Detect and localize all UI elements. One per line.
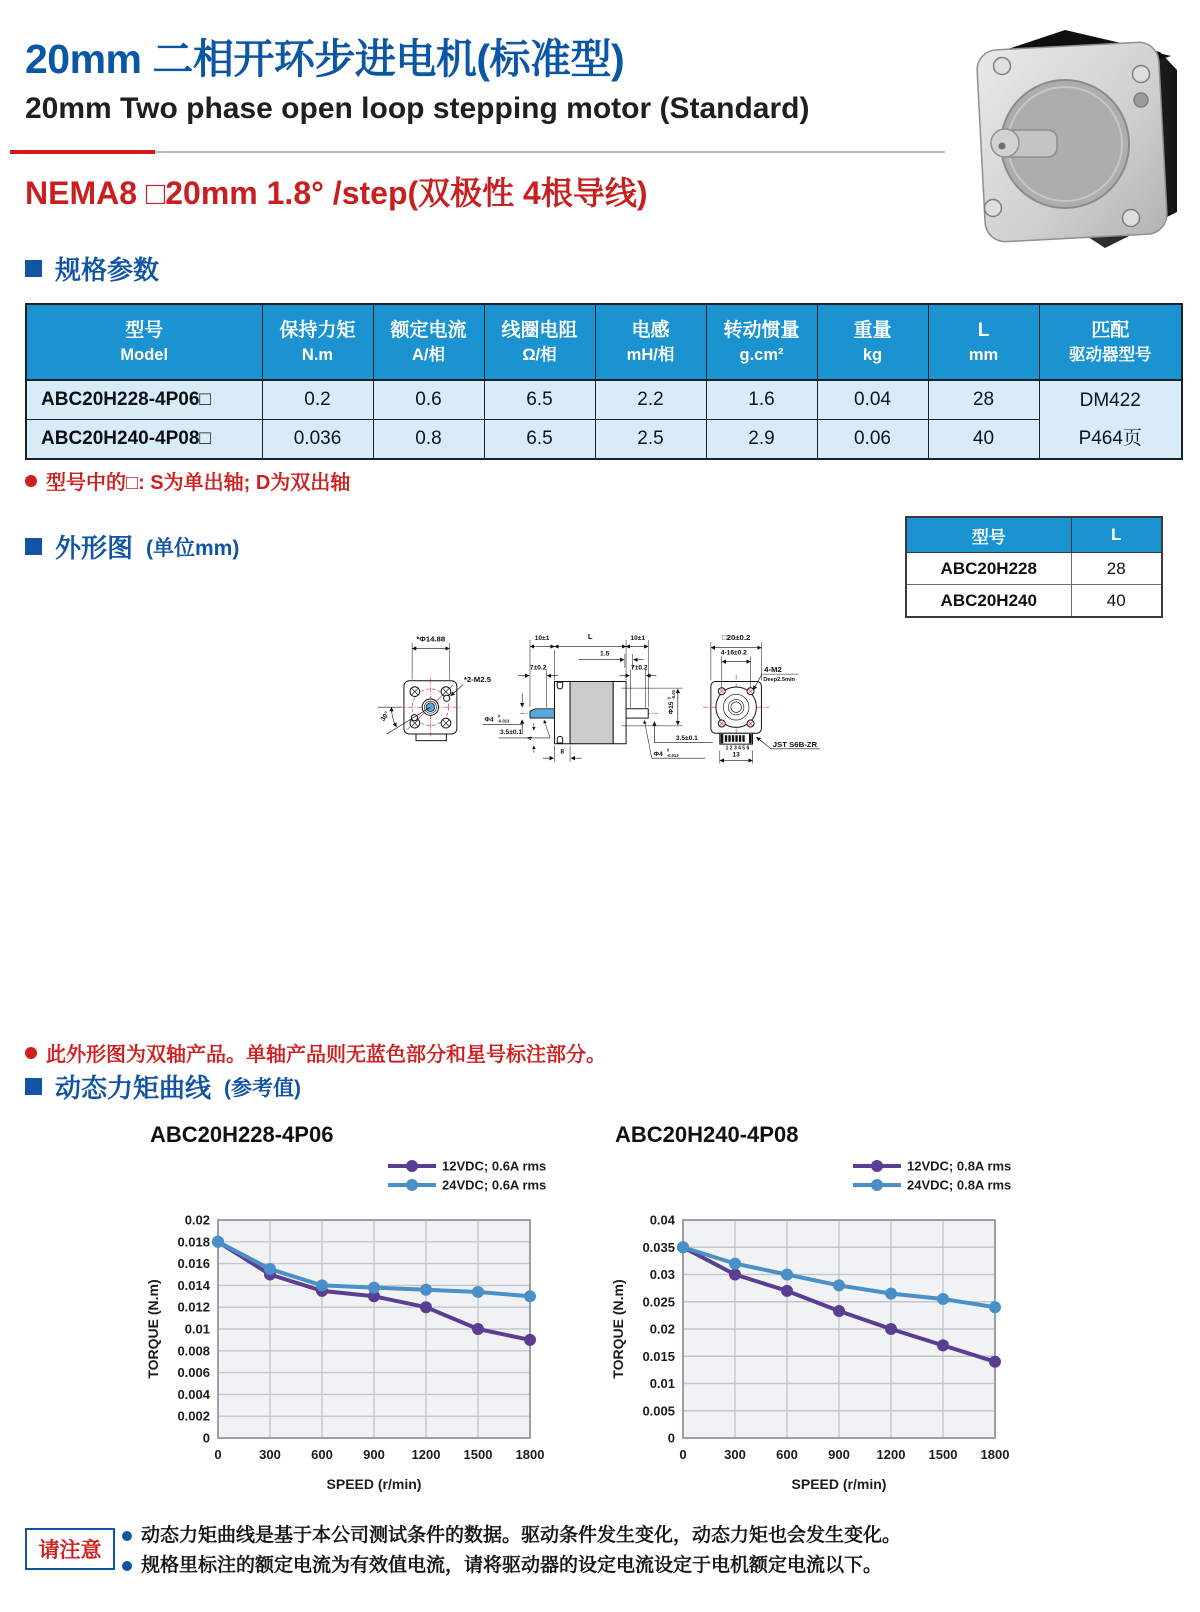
col-header-model: 型号: [906, 517, 1071, 553]
col-header-inductance: 电感 mH/相: [595, 304, 706, 380]
side-body: [570, 682, 613, 744]
footer-note-text: 规格里标注的额定电流为有效值电流，请将驱动器的设定电流设定于电机额定电流以下。: [141, 1555, 883, 1576]
dim-rear-gap: 1.5: [600, 650, 610, 658]
length-row-2: [906, 585, 1162, 618]
dim-shaft-diameter-right: [654, 748, 680, 758]
cell-value: 0.8: [373, 420, 484, 460]
dim-front-diameter: *Φ14.88: [416, 634, 446, 644]
cell-value: 0.2: [262, 380, 373, 420]
svg-text:1200: 1200: [411, 1447, 441, 1462]
col-header-holding-torque: 保持力矩 N.m: [262, 304, 373, 380]
svg-text:-0.03: -0.03: [671, 690, 677, 700]
bullet-icon: [25, 1047, 37, 1059]
section-square-icon: [25, 538, 42, 555]
svg-text:600: 600: [311, 1447, 333, 1462]
torque-chart-1-plot: [140, 1150, 595, 1503]
connector-type: JST S6B-ZR: [772, 740, 818, 750]
spec-row-2: [26, 420, 1182, 460]
cell-value: 2.5: [595, 420, 706, 460]
svg-text:Φ4: Φ4: [484, 716, 494, 724]
divider-red: [10, 150, 155, 154]
cell-value: 28: [928, 380, 1039, 420]
svg-text:0.015: 0.015: [642, 1348, 675, 1364]
cell-model: ABC20H240: [906, 585, 1071, 618]
cell-value: 0.036: [262, 420, 373, 460]
svg-text:0: 0: [667, 1430, 675, 1446]
bullet-icon: [25, 475, 37, 487]
spec-row-1: [26, 380, 1182, 420]
chart-title: ABC20H228-4P06: [150, 1122, 334, 1147]
cell-value: 6.5: [484, 380, 595, 420]
cell-model: ABC20H228-4P06□: [26, 380, 262, 420]
dim-body-length: L: [587, 632, 593, 642]
svg-text:1800: 1800: [515, 1447, 545, 1462]
chart-title: ABC20H240-4P08: [615, 1122, 799, 1147]
col-header-inertia: 转动惯量 g.cm²: [706, 304, 817, 380]
col-header-resistance: 线圈电阻 Ω/相: [484, 304, 595, 380]
svg-text:900: 900: [363, 1447, 385, 1462]
svg-text:0.025: 0.025: [642, 1294, 675, 1310]
torque-chart-2-plot: [605, 1150, 1060, 1503]
svg-text:Φ4: Φ4: [653, 750, 663, 758]
svg-text:0.03: 0.03: [649, 1267, 675, 1282]
svg-text:4: 4: [526, 736, 534, 741]
svg-text:0.02: 0.02: [649, 1321, 675, 1337]
svg-text:600: 600: [776, 1447, 798, 1462]
svg-text:0.016: 0.016: [177, 1256, 210, 1272]
cell-driver: DM422 P464页: [1039, 380, 1182, 459]
page-title: 20mm 二相开环步进电机(标准型): [25, 36, 625, 82]
col-header-L: L: [1071, 517, 1162, 553]
cell-value: 40: [928, 420, 1039, 460]
col-header-rated-current: 额定电流 A/相: [373, 304, 484, 380]
spec-note-text: 型号中的□: S为单出轴; D为双出轴: [46, 472, 351, 494]
svg-text:0: 0: [679, 1447, 687, 1462]
dim-shaft-length: 10±1: [630, 634, 646, 642]
svg-text:TORQUE (N.m): TORQUE (N.m): [145, 1279, 161, 1379]
outline-drawing: [0, 622, 1200, 1018]
svg-text:1200: 1200: [876, 1447, 906, 1462]
length-table-header: [906, 517, 1162, 553]
svg-text:0.01: 0.01: [184, 1321, 210, 1337]
svg-text:0.01: 0.01: [649, 1376, 675, 1391]
dim-step: [527, 736, 534, 740]
cell-value: 2.9: [706, 420, 817, 460]
svg-text:SPEED (r/min): SPEED (r/min): [791, 1476, 887, 1492]
motor-shaft-end: [991, 129, 1019, 157]
torque-chart-1: [140, 1122, 595, 1503]
chart-svg: [605, 1150, 1060, 1498]
bullet-icon: [122, 1531, 132, 1541]
cell-model: ABC20H240-4P08□: [26, 420, 262, 460]
divider-gray: [155, 151, 945, 153]
section-square-icon: [25, 1078, 42, 1095]
svg-text:0.04: 0.04: [649, 1212, 675, 1228]
spec-header-row: [26, 304, 1182, 380]
svg-text:0: 0: [666, 697, 672, 700]
dim-tap-depth: Deep2.5min: [763, 677, 795, 684]
attention-badge-text: 请注意: [38, 1539, 102, 1562]
cell-value: 1.6: [706, 380, 817, 420]
torque-section-unit: (参考值): [224, 1076, 302, 1100]
footer-note-2: [122, 1551, 901, 1581]
section-square-icon: [25, 260, 42, 277]
svg-text:-0.013: -0.013: [666, 752, 679, 758]
svg-text:0.02: 0.02: [184, 1212, 210, 1228]
svg-text:0.018: 0.018: [177, 1234, 210, 1250]
side-view: [483, 632, 713, 762]
svg-text:12VDC; 0.6A rms: 12VDC; 0.6A rms: [442, 1158, 547, 1174]
svg-text:0.012: 0.012: [177, 1299, 210, 1315]
col-header-driver: 匹配 驱动器型号: [1039, 304, 1182, 380]
svg-text:TORQUE (N.m): TORQUE (N.m): [610, 1279, 626, 1379]
attention-badge: [25, 1528, 115, 1570]
footer-note-1: [122, 1521, 901, 1551]
page-subtitle: 20mm Two phase open loop stepping motor (Standard): [25, 92, 810, 125]
specs-section-header: [25, 250, 159, 287]
dim-front-screws: *2-M2.5: [463, 674, 492, 684]
svg-text:24VDC; 0.6A rms: 24VDC; 0.6A rms: [442, 1177, 547, 1193]
length-row-1: [906, 553, 1162, 585]
svg-text:900: 900: [828, 1447, 850, 1462]
svg-text:300: 300: [259, 1447, 281, 1462]
front-shaft-blue: [426, 703, 435, 712]
dim-front-angle: 30°: [379, 710, 392, 723]
specs-section-title: 规格参数: [55, 255, 160, 285]
col-header-length: L mm: [928, 304, 1039, 380]
torque-section-header: [25, 1068, 301, 1105]
torque-section-title: 动态力矩曲线: [55, 1073, 212, 1103]
svg-text:0: 0: [666, 747, 670, 753]
dim-square-size: □20±0.2: [721, 632, 751, 642]
bullet-icon: [122, 1561, 132, 1571]
dim-front-length: 8: [560, 748, 565, 756]
footer-notes: [122, 1521, 901, 1581]
rear-view: [703, 633, 820, 764]
outline-note: [25, 1038, 606, 1067]
svg-text:0.004: 0.004: [177, 1386, 210, 1402]
dim-shaft-diameter-left: [484, 713, 510, 723]
svg-text:0: 0: [202, 1430, 210, 1446]
svg-text:0.008: 0.008: [177, 1343, 210, 1359]
svg-text:0.035: 0.035: [642, 1239, 675, 1255]
dim-shaft-length: 10±1: [534, 634, 550, 642]
outline-note-text: 此外形图为双轴产品。单轴产品则无蓝色部分和星号标注部分。: [46, 1044, 606, 1066]
dim-tap: 4-M2: [764, 664, 782, 674]
svg-text:Φ15: Φ15: [668, 701, 676, 715]
svg-text:0.002: 0.002: [177, 1408, 210, 1424]
outline-section-title: 外形图: [55, 533, 134, 563]
front-view: [377, 634, 494, 740]
side-front-shaft-blue: [530, 709, 555, 718]
spec-table: [25, 303, 1183, 460]
cell-value: 0.04: [817, 380, 928, 420]
svg-text:0.014: 0.014: [177, 1277, 210, 1293]
torque-chart-2: [605, 1122, 1060, 1503]
outline-section-unit: (单位mm): [146, 536, 240, 560]
cell-L: 40: [1071, 585, 1162, 618]
svg-text:SPEED (r/min): SPEED (r/min): [326, 1476, 422, 1492]
svg-text:24VDC; 0.8A rms: 24VDC; 0.8A rms: [907, 1177, 1012, 1193]
dim-flat-length: 7±0.2: [529, 664, 547, 672]
dim-connector-width: 13: [732, 751, 740, 759]
motor-spec-line: NEMA8 □20mm 1.8° /step(双极性 4根导线): [25, 175, 648, 211]
svg-text:1800: 1800: [980, 1447, 1010, 1462]
svg-text:12VDC; 0.8A rms: 12VDC; 0.8A rms: [907, 1158, 1012, 1174]
dim-screw-pitch: 4-16±0.2: [720, 649, 747, 657]
footer-note-text: 动态力矩曲线是基于本公司测试条件的数据。驱动条件发生变化，动态力矩也会发生变化。: [141, 1525, 902, 1546]
col-header-weight: 重量 kg: [817, 304, 928, 380]
cell-value: 6.5: [484, 420, 595, 460]
outline-section-header: [25, 528, 239, 565]
svg-text:300: 300: [724, 1447, 746, 1462]
cell-model: ABC20H228: [906, 553, 1071, 585]
chart-svg: [140, 1150, 595, 1498]
cell-value: 0.06: [817, 420, 928, 460]
svg-text:0.005: 0.005: [642, 1403, 675, 1419]
cell-L: 28: [1071, 553, 1162, 585]
svg-text:-0.013: -0.013: [497, 718, 510, 724]
spec-note: [25, 466, 350, 495]
dim-flat-length: 7±0.2: [631, 664, 648, 672]
pin-numbers: 123456: [725, 745, 751, 752]
length-table: [905, 516, 1163, 618]
col-header-model: 型号 Model: [26, 304, 262, 380]
cell-value: 2.2: [595, 380, 706, 420]
dim-flat-depth: 3.5±0.1: [500, 729, 523, 737]
motor-shaft-hole: [999, 143, 1006, 150]
svg-text:0: 0: [497, 713, 500, 719]
cell-value: 0.6: [373, 380, 484, 420]
svg-text:1500: 1500: [463, 1447, 493, 1462]
svg-text:1500: 1500: [928, 1447, 958, 1462]
svg-text:0.006: 0.006: [177, 1365, 210, 1381]
dim-flat-depth: 3.5±0.1: [675, 734, 698, 742]
product-photo: [945, 12, 1190, 254]
dim-pilot-diameter: [666, 689, 676, 714]
svg-text:0: 0: [214, 1447, 222, 1462]
